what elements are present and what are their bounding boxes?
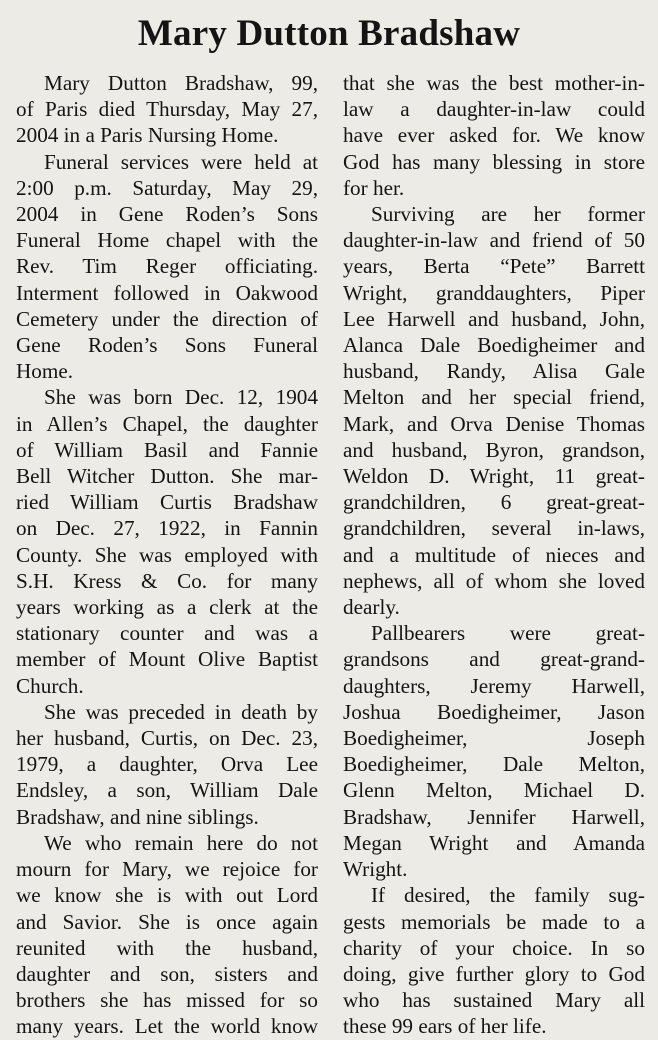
obituary-title: Mary Dutton Bradshaw	[137, 13, 521, 54]
text-line: years working as a clerk at the	[16, 595, 318, 620]
text-line: dearly.	[343, 595, 400, 620]
text-line: Funeral services were held at	[44, 149, 318, 174]
text-line: 2004 in Gene Roden’s Sons	[16, 202, 318, 227]
text-line: reunited with the husband,	[16, 935, 318, 960]
text-line: Glenn Melton, Michael D.	[343, 778, 645, 803]
text-line: S.H. Kress & Co. for many	[16, 568, 318, 593]
text-line: Megan Wright and Amanda	[343, 830, 645, 855]
text-line: law a daughter-in-law could	[343, 97, 645, 122]
text-line: Surviving are her former	[371, 202, 645, 227]
text-line: we know she is with out Lord	[16, 883, 318, 908]
text-line: Home.	[16, 359, 74, 384]
text-line: these 99 ears of her life.	[343, 1014, 547, 1039]
text-line: Endsley, a son, William Dale	[16, 778, 318, 803]
text-line: daughter-in-law and friend of 50	[343, 228, 645, 253]
text-line: Bradshaw, Jennifer Harwell,	[343, 804, 645, 829]
text-line: on Dec. 27, 1922, in Fannin	[16, 516, 318, 541]
text-line: God has many blessing in store	[343, 149, 645, 174]
text-line: Lee Harwell and husband, John,	[343, 306, 645, 331]
text-line: daughter and son, sisters and	[16, 961, 318, 986]
text-line: nephews, all of whom she loved	[343, 568, 645, 593]
text-line: 2004 in a Paris Nursing Home.	[16, 123, 279, 148]
text-line: Melton and her special friend,	[343, 385, 645, 410]
text-line: in Allen’s Chapel, the daughter	[16, 411, 318, 436]
text-line: doing, give further glory to God	[343, 961, 645, 986]
text-line: Bradshaw, and nine siblings.	[16, 804, 259, 829]
text-line: her husband, Curtis, on Dec. 23,	[16, 726, 318, 751]
text-line: Wright, granddaughters, Piper	[343, 280, 645, 305]
text-line: husband, Randy, Alisa Gale	[343, 359, 645, 384]
text-line: Funeral Home chapel with the	[16, 228, 318, 253]
text-line: Mark, and Orva Denise Thomas	[343, 411, 645, 436]
text-line: She was born Dec. 12, 1904	[44, 385, 318, 410]
text-line: Joshua Boedigheimer, Jason	[343, 699, 645, 724]
text-line: grandchildren, several in-laws,	[343, 516, 645, 541]
text-line: grandchildren, 6 great-great-	[343, 490, 645, 515]
text-line: gests memorials be made to a	[343, 909, 645, 934]
text-line: mourn for Mary, we rejoice for	[16, 857, 318, 882]
text-line: and Savior. She is once again	[16, 909, 318, 934]
text-line: and husband, Byron, grandson,	[343, 437, 645, 462]
text-line: Interment followed in Oakwood	[16, 280, 318, 305]
text-line: Pallbearers were great-	[371, 621, 645, 646]
text-line: member of Mount Olive Baptist	[16, 647, 318, 672]
text-line: She was preceded in death by	[44, 699, 318, 724]
text-line: stationary counter and was a	[16, 621, 318, 646]
text-line: of William Basil and Fannie	[16, 437, 318, 462]
left-column	[16, 70, 318, 1040]
text-line: who has sustained Mary all	[343, 988, 645, 1013]
text-line: Mary Dutton Bradshaw, 99,	[44, 71, 318, 95]
text-line: County. She was employed with	[16, 542, 318, 567]
text-line: ried William Curtis Bradshaw	[16, 490, 318, 515]
text-line: Gene Roden’s Sons Funeral	[16, 333, 318, 358]
right-column	[343, 70, 645, 1040]
text-line: Alanca Dale Boedigheimer and	[343, 333, 645, 358]
text-line: for her.	[343, 175, 405, 200]
text-line: that she was the best mother-in-	[343, 71, 645, 95]
text-line: daughters, Jeremy Harwell,	[343, 673, 645, 698]
text-line: Church.	[16, 673, 84, 698]
text-line: of Paris died Thursday, May 27,	[16, 97, 318, 122]
text-line: years, Berta “Pete” Barrett	[343, 254, 645, 279]
text-line: charity of your choice. In so	[343, 935, 645, 960]
text-line: grandsons and great-grand-	[343, 647, 645, 672]
text-line: have ever asked for. We know	[343, 123, 645, 148]
text-line: Cemetery under the direction of	[16, 306, 318, 331]
text-line: and a multitude of nieces and	[343, 542, 645, 567]
text-line: Rev. Tim Reger officiating.	[16, 254, 318, 279]
text-line: brothers she has missed for so	[16, 988, 318, 1013]
text-line: 1979, a daughter, Orva Lee	[16, 752, 318, 777]
text-line: Wright.	[343, 857, 408, 882]
text-line: If desired, the family sug-	[371, 883, 645, 908]
text-line: 2:00 p.m. Saturday, May 29,	[16, 175, 318, 200]
text-line: We who remain here do not	[44, 830, 318, 855]
text-line: Weldon D. Wright, 11 great-	[343, 464, 645, 489]
text-line: Bell Witcher Dutton. She mar-	[16, 464, 318, 489]
text-line: Boedigheimer, Joseph	[343, 726, 645, 751]
text-line: Boedigheimer, Dale Melton,	[343, 752, 645, 777]
text-line: many years. Let the world know	[16, 1014, 318, 1039]
